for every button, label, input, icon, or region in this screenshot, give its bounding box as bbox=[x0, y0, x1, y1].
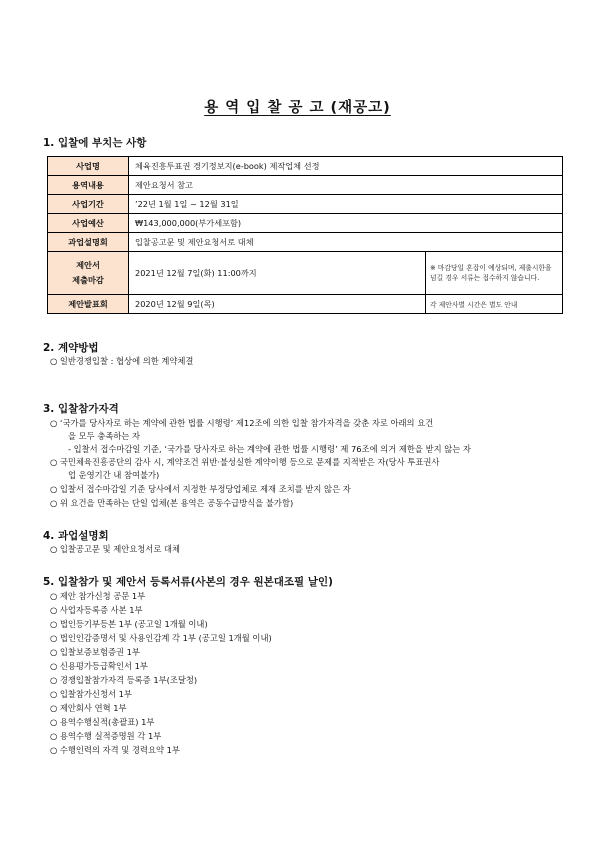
section3-heading: 3. 입찰참가자격 bbox=[43, 403, 119, 415]
row-label: 사업기간 bbox=[48, 195, 129, 214]
deadline-note: ※ 마감당일 혼잡이 예상되며, 제출시한을 넘길 경우 서류는 접수하지 않습니다. bbox=[426, 252, 563, 295]
deadline-value: 2021년 12월 7일(화) 11:00까지 bbox=[129, 252, 426, 295]
document-list-item: ○ 제안회사 연혁 1부 bbox=[50, 703, 127, 713]
qualification-line: ○ 위 요건을 만족하는 단일 업체(본 용역은 공동수급방식을 불가함) bbox=[50, 498, 294, 508]
row-label: 사업예산 bbox=[48, 214, 129, 233]
section4-heading: 4. 과업설명회 bbox=[43, 530, 109, 542]
table-row bbox=[48, 195, 563, 214]
document-list-item: ○ 용역수행실적(총괄표) 1부 bbox=[50, 717, 155, 727]
row-label: 제안발표회 bbox=[48, 295, 129, 314]
row-value: ₩143,000,000(부가세포함) bbox=[129, 214, 563, 233]
table-row bbox=[48, 233, 563, 252]
document-list-item: ○ 신용평가등급확인서 1부 bbox=[50, 661, 148, 671]
bid-info-table bbox=[47, 156, 563, 314]
row-label: 용역내용 bbox=[48, 176, 129, 195]
qualification-line: ○ ‘국가를 당사자로 하는 계약에 관한 법률 시행령’ 제12조에 의한 입찰 참가자격을 갖춘 자로 아래의 요건 bbox=[50, 418, 434, 428]
document-list-item: ○ 입찰보증보험증권 1부 bbox=[50, 647, 140, 657]
section2-heading: 2. 계약방법 bbox=[43, 342, 99, 354]
row-label bbox=[48, 252, 129, 295]
document-list-item: ○ 법인등기부등본 1부 (공고일 1개월 이내) bbox=[50, 619, 208, 629]
page-title bbox=[0, 96, 595, 117]
section1-heading: 1. 입찰에 부치는 사항 bbox=[43, 137, 147, 149]
contract-method-item: ○ 일반경쟁입찰 : 협상에 의한 계약체결 bbox=[50, 356, 194, 366]
table-row bbox=[48, 176, 563, 195]
table-row-deadline bbox=[48, 252, 563, 295]
row-value: 입찰공고문 및 제안요청서로 대체 bbox=[129, 233, 563, 252]
qualification-line: ○ 국민체육진흥공단의 감사 시, 계약조건 위반·불성실한 계약이행 등으로 문제를 지적받은 자(당사 투표권사 bbox=[50, 457, 440, 467]
announce-value: 2020년 12월 9일(목) bbox=[129, 295, 426, 314]
document-list-item: ○ 용역수행 실적증명원 각 1부 bbox=[50, 731, 162, 741]
table-row-announce bbox=[48, 295, 563, 314]
deadline-label-line2: 제출마감 bbox=[72, 275, 104, 285]
section5-heading: 5. 입찰참가 및 제안서 등록서류(사본의 경우 원본대조필 날인) bbox=[43, 576, 333, 588]
table-row bbox=[48, 214, 563, 233]
title-text: 용 역 입 찰 공 고 (재공고) bbox=[204, 100, 391, 116]
document-list-item: ○ 사업자등록증 사본 1부 bbox=[50, 605, 143, 615]
qualification-line: ○ 입찰서 접수마감일 기준 당사에서 지정한 부정당업체로 제재 조치를 받지 않은 자 bbox=[50, 484, 351, 494]
document-list-item: ○ 경쟁입찰참가자격 등록증 1부(조달청) bbox=[50, 675, 198, 685]
row-label: 사업명 bbox=[48, 157, 129, 176]
table-row bbox=[48, 157, 563, 176]
row-value: 제안요청서 참고 bbox=[129, 176, 563, 195]
qualification-subline: - 입찰서 접수마감일 기준, ‘국가를 당사자로 하는 계약에 관한 법률 시행령’ 제 76조에 의거 제한을 받지 않는 자 bbox=[68, 444, 471, 454]
row-value: ’22년 1월 1일 ~ 12월 31일 bbox=[129, 195, 563, 214]
briefing-item: ○ 입찰공고문 및 제안요청서로 대체 bbox=[50, 544, 180, 554]
document-list-item: ○ 입찰참가신청서 1부 bbox=[50, 689, 132, 699]
document-list-item: ○ 제안 참가신청 공문 1부 bbox=[50, 591, 146, 601]
row-value: 체육진흥투표권 경기정보지(e-book) 제작업체 선정 bbox=[129, 157, 563, 176]
announce-note: 각 제안사별 시간은 별도 안내 bbox=[426, 295, 563, 314]
document-list-item: ○ 법인인감증명서 및 사용인감계 각 1부 (공고일 1개월 이내) bbox=[50, 633, 272, 643]
qualification-line: 을 모두 충족하는 자 bbox=[68, 431, 141, 441]
row-label: 과업설명회 bbox=[48, 233, 129, 252]
document-list-item: ○ 수행인력의 자격 및 경력요약 1부 bbox=[50, 745, 180, 755]
qualification-line: 업 운영기간 내 참여불가) bbox=[68, 470, 160, 480]
deadline-label-line1: 제안서 bbox=[76, 260, 100, 270]
